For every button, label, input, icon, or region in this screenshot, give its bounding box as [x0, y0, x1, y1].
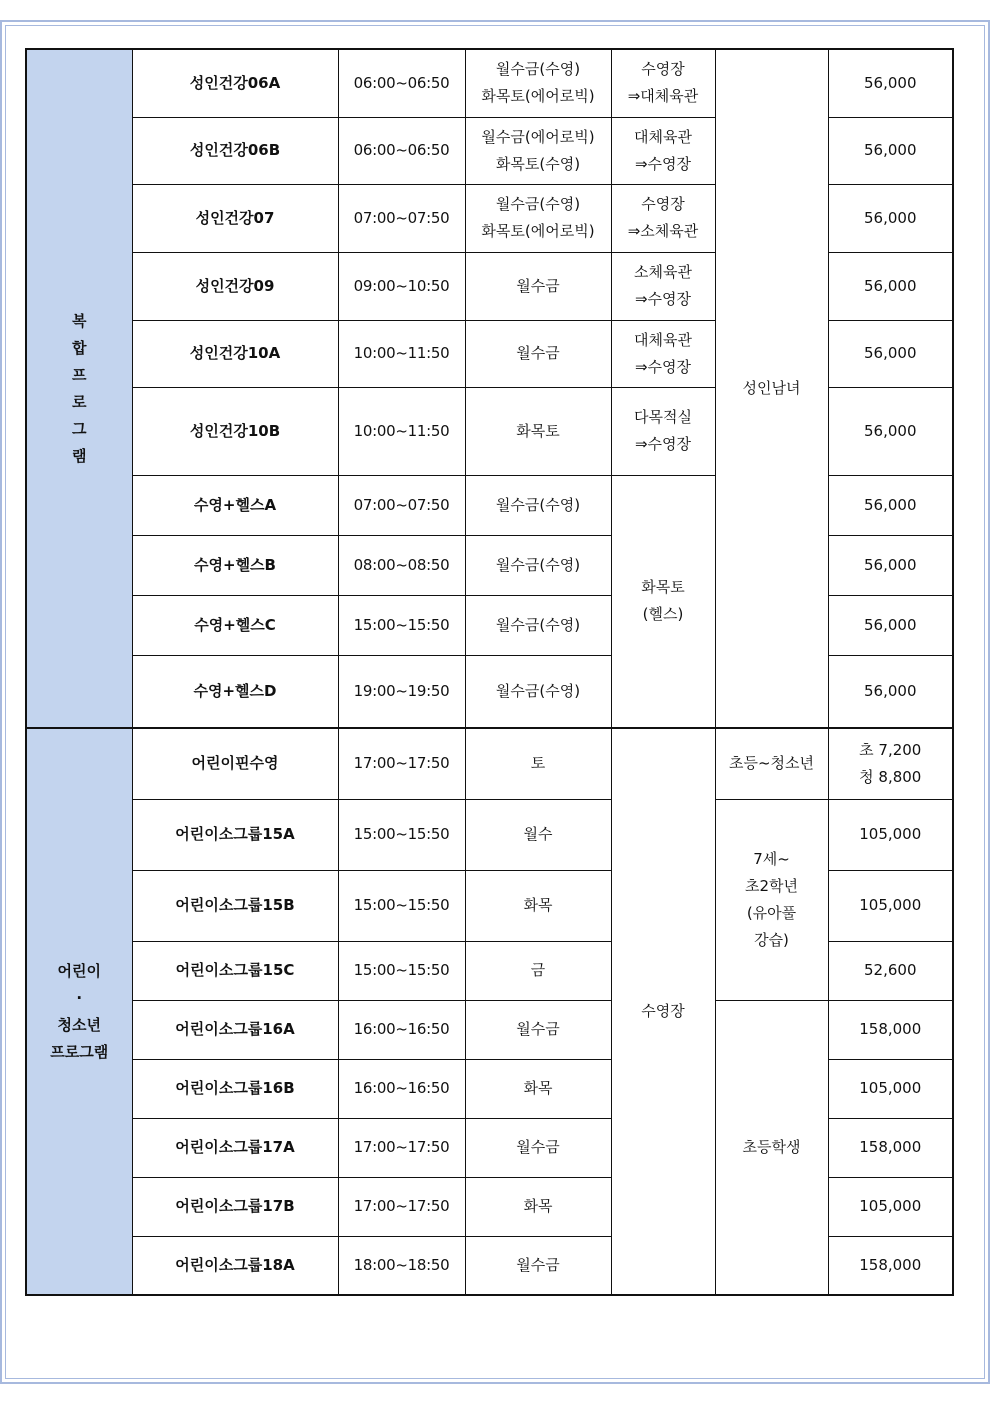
class-days: 화목토 — [465, 387, 611, 475]
program-name: 수영+헬스D — [132, 655, 338, 728]
program-name: 어린이소그룹17A — [132, 1118, 338, 1177]
class-days: 월수금 — [465, 252, 611, 320]
class-time: 16:00~16:50 — [338, 1059, 465, 1118]
program-name: 성인건강06A — [132, 49, 338, 117]
target-pin: 초등~청소년 — [715, 728, 828, 799]
class-days: 월수금(에어로빅) 화목토(수영) — [465, 117, 611, 184]
class-place: 대체육관 ⇒수영장 — [611, 320, 715, 387]
program-name: 수영+헬스B — [132, 535, 338, 595]
target-adults: 성인남녀 — [715, 49, 828, 728]
program-name: 어린이소그룹15B — [132, 870, 338, 941]
class-time: 17:00~17:50 — [338, 1118, 465, 1177]
class-days: 월수금 — [465, 1118, 611, 1177]
class-place: 수영장 ⇒소체육관 — [611, 184, 715, 252]
target-elementary: 초등학생 — [715, 1000, 828, 1295]
class-time: 10:00~11:50 — [338, 387, 465, 475]
class-price: 158,000 — [828, 1236, 953, 1295]
class-price: 105,000 — [828, 1059, 953, 1118]
program-name: 성인건강06B — [132, 117, 338, 184]
class-time: 18:00~18:50 — [338, 1236, 465, 1295]
class-price: 56,000 — [828, 117, 953, 184]
class-days: 화목 — [465, 870, 611, 941]
class-time: 15:00~15:50 — [338, 595, 465, 655]
class-days: 월수금 — [465, 1000, 611, 1059]
class-days: 월수 — [465, 799, 611, 870]
table-row — [26, 799, 953, 870]
class-place: 대체육관 ⇒수영장 — [611, 117, 715, 184]
class-time: 09:00~10:50 — [338, 252, 465, 320]
class-price: 105,000 — [828, 1177, 953, 1236]
program-name: 어린이소그룹15C — [132, 941, 338, 1000]
class-days: 토 — [465, 728, 611, 799]
class-time: 15:00~15:50 — [338, 941, 465, 1000]
class-time: 19:00~19:50 — [338, 655, 465, 728]
table-row — [26, 1000, 953, 1059]
class-days: 월수금(수영) — [465, 535, 611, 595]
class-price: 158,000 — [828, 1118, 953, 1177]
class-days: 월수금(수영) 화목토(에어로빅) — [465, 49, 611, 117]
class-price: 52,600 — [828, 941, 953, 1000]
program-name: 어린이소그룹16A — [132, 1000, 338, 1059]
class-time: 15:00~15:50 — [338, 799, 465, 870]
class-price: 56,000 — [828, 655, 953, 728]
program-name: 어린이소그룹18A — [132, 1236, 338, 1295]
program-name: 성인건강09 — [132, 252, 338, 320]
program-name: 어린이소그룹15A — [132, 799, 338, 870]
class-price: 56,000 — [828, 535, 953, 595]
youth-place: 수영장 — [611, 728, 715, 1295]
class-time: 08:00~08:50 — [338, 535, 465, 595]
class-price: 56,000 — [828, 475, 953, 535]
program-name: 수영+헬스C — [132, 595, 338, 655]
class-time: 06:00~06:50 — [338, 49, 465, 117]
class-price: 56,000 — [828, 49, 953, 117]
class-days: 월수금(수영) — [465, 475, 611, 535]
class-time: 06:00~06:50 — [338, 117, 465, 184]
class-price: 105,000 — [828, 799, 953, 870]
class-price: 초 7,200 청 8,800 — [828, 728, 953, 799]
class-days: 월수금(수영) — [465, 655, 611, 728]
section-label-complex: 복 합 프 로 그 램 — [26, 49, 132, 728]
class-price: 56,000 — [828, 387, 953, 475]
class-time: 17:00~17:50 — [338, 1177, 465, 1236]
class-time: 10:00~11:50 — [338, 320, 465, 387]
class-days: 월수금(수영) 화목토(에어로빅) — [465, 184, 611, 252]
health-place: 화목토 (헬스) — [611, 475, 715, 728]
class-days: 월수금 — [465, 1236, 611, 1295]
class-time: 07:00~07:50 — [338, 184, 465, 252]
class-days: 월수금 — [465, 320, 611, 387]
class-price: 56,000 — [828, 320, 953, 387]
class-price: 105,000 — [828, 870, 953, 941]
class-days: 월수금(수영) — [465, 595, 611, 655]
class-price: 56,000 — [828, 184, 953, 252]
class-days: 금 — [465, 941, 611, 1000]
program-schedule-table — [25, 48, 954, 1296]
table-row — [26, 49, 953, 117]
program-name: 성인건강10B — [132, 387, 338, 475]
program-name: 수영+헬스A — [132, 475, 338, 535]
program-name: 어린이소그룹17B — [132, 1177, 338, 1236]
class-place: 소체육관 ⇒수영장 — [611, 252, 715, 320]
class-days: 화목 — [465, 1177, 611, 1236]
program-name: 어린이소그룹16B — [132, 1059, 338, 1118]
target-small-group: 7세~ 초2학년 (유아풀 강습) — [715, 799, 828, 1000]
table-row — [26, 728, 953, 799]
program-name: 어린이핀수영 — [132, 728, 338, 799]
class-price: 158,000 — [828, 1000, 953, 1059]
section-label-youth: 어린이 · 청소년 프로그램 — [26, 728, 132, 1295]
class-price: 56,000 — [828, 595, 953, 655]
class-place: 수영장 ⇒대체육관 — [611, 49, 715, 117]
class-price: 56,000 — [828, 252, 953, 320]
class-days: 화목 — [465, 1059, 611, 1118]
program-name: 성인건강07 — [132, 184, 338, 252]
class-time: 15:00~15:50 — [338, 870, 465, 941]
class-time: 16:00~16:50 — [338, 1000, 465, 1059]
class-place: 다목적실 ⇒수영장 — [611, 387, 715, 475]
program-name: 성인건강10A — [132, 320, 338, 387]
class-time: 17:00~17:50 — [338, 728, 465, 799]
class-time: 07:00~07:50 — [338, 475, 465, 535]
